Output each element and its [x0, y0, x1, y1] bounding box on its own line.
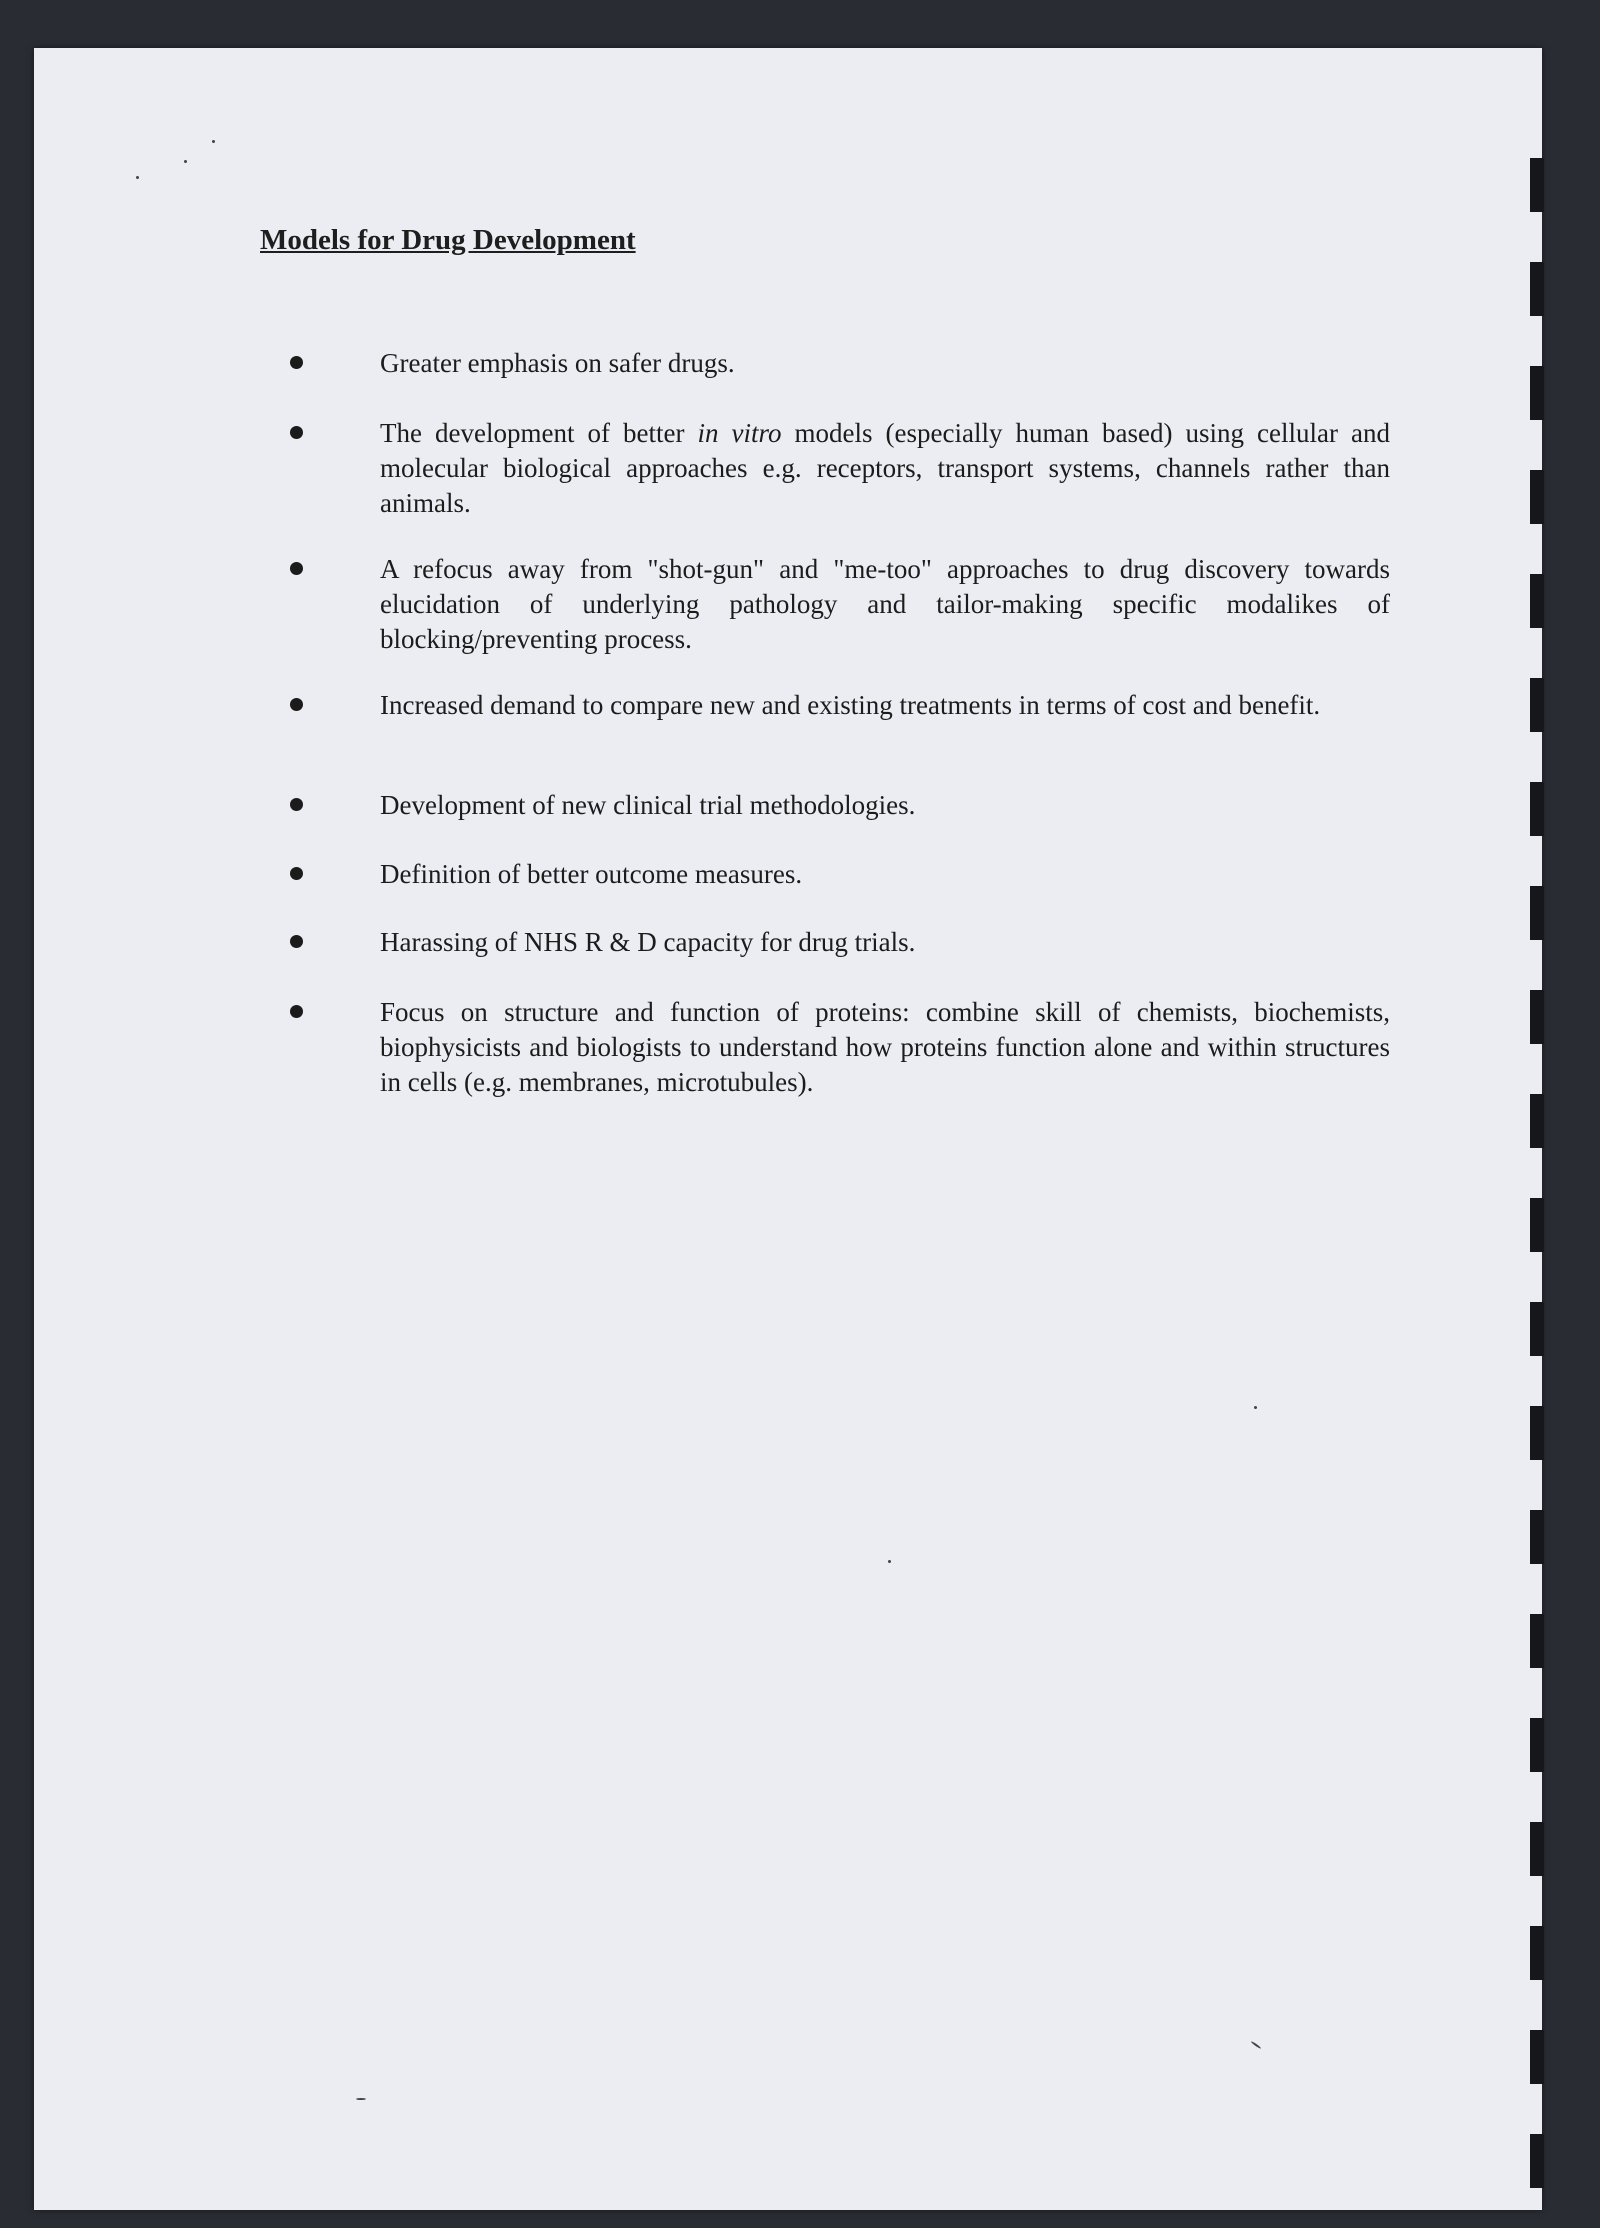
- binding-hole: [1530, 1718, 1544, 1772]
- bullet-text-part: models (especially human based) using cellular and molecular biological approaches e.g. receptors, transport systems, channels rather than animals.: [380, 418, 1391, 518]
- binding-hole: [1530, 1094, 1544, 1148]
- binding-hole: [1530, 470, 1544, 524]
- bullet-icon: [290, 798, 303, 811]
- binding-hole: [1530, 678, 1544, 732]
- bullet-text: [380, 416, 1390, 521]
- bullet-icon: [290, 562, 303, 575]
- bullet-text-emphasis: in vitro: [697, 418, 782, 448]
- bullet-text: Harassing of NHS R & D capacity for drug trials.: [380, 927, 916, 957]
- binding-hole: [1530, 1926, 1544, 1980]
- bullet-icon: [290, 1005, 303, 1018]
- bullet-text: Increased demand to compare new and existing treatments in terms of cost and benefit.: [380, 690, 1321, 720]
- binding-hole: [1530, 2030, 1544, 2084]
- binding-hole: [1530, 1302, 1544, 1356]
- binding-hole: [1530, 1614, 1544, 1668]
- binding-hole: [1530, 158, 1544, 212]
- speck: [212, 140, 215, 143]
- bullet-text: Definition of better outcome measures.: [380, 859, 803, 889]
- document-title: Models for Drug Development: [260, 224, 636, 256]
- bullet-text: Greater emphasis on safer drugs.: [380, 348, 735, 378]
- binding-hole: [1530, 366, 1544, 420]
- document-page: [34, 48, 1542, 2210]
- bullet-icon: [290, 356, 303, 369]
- binding-hole: [1530, 990, 1544, 1044]
- bullet-icon: [290, 935, 303, 948]
- binding-hole: [1530, 782, 1544, 836]
- bullet-text: A refocus away from "shot-gun" and "me-too" approaches to drug discovery towards elucidation of underlying pathology and tailor-making specific modalikes of blocking/preventing process.: [380, 554, 1390, 654]
- binding-hole: [1530, 1198, 1544, 1252]
- bullet-icon: [290, 867, 303, 880]
- bullet-text: Development of new clinical trial methodologies.: [380, 790, 916, 820]
- binding-hole: [1530, 2134, 1544, 2188]
- speck: [136, 176, 139, 179]
- binding-hole: [1530, 574, 1544, 628]
- binding-hole: [1530, 1510, 1544, 1564]
- binding-hole: [1530, 262, 1544, 316]
- bullet-text-part: The development of better: [380, 418, 698, 448]
- speck: [184, 160, 187, 163]
- bullet-icon: [290, 426, 303, 439]
- bullet-text: Focus on structure and function of proteins: combine skill of chemists, biochemists, biophysicists and biologists to understand how proteins function alone and within structures in cells (e.g. membranes, microtubules).: [380, 997, 1390, 1097]
- speck: [888, 1560, 891, 1563]
- binding-hole: [1530, 886, 1544, 940]
- speck: [356, 2098, 366, 2100]
- bullet-icon: [290, 698, 303, 711]
- speck: [1251, 2041, 1262, 2050]
- binding-hole: [1530, 1406, 1544, 1460]
- binding-hole: [1530, 1822, 1544, 1876]
- speck: [1254, 1406, 1257, 1409]
